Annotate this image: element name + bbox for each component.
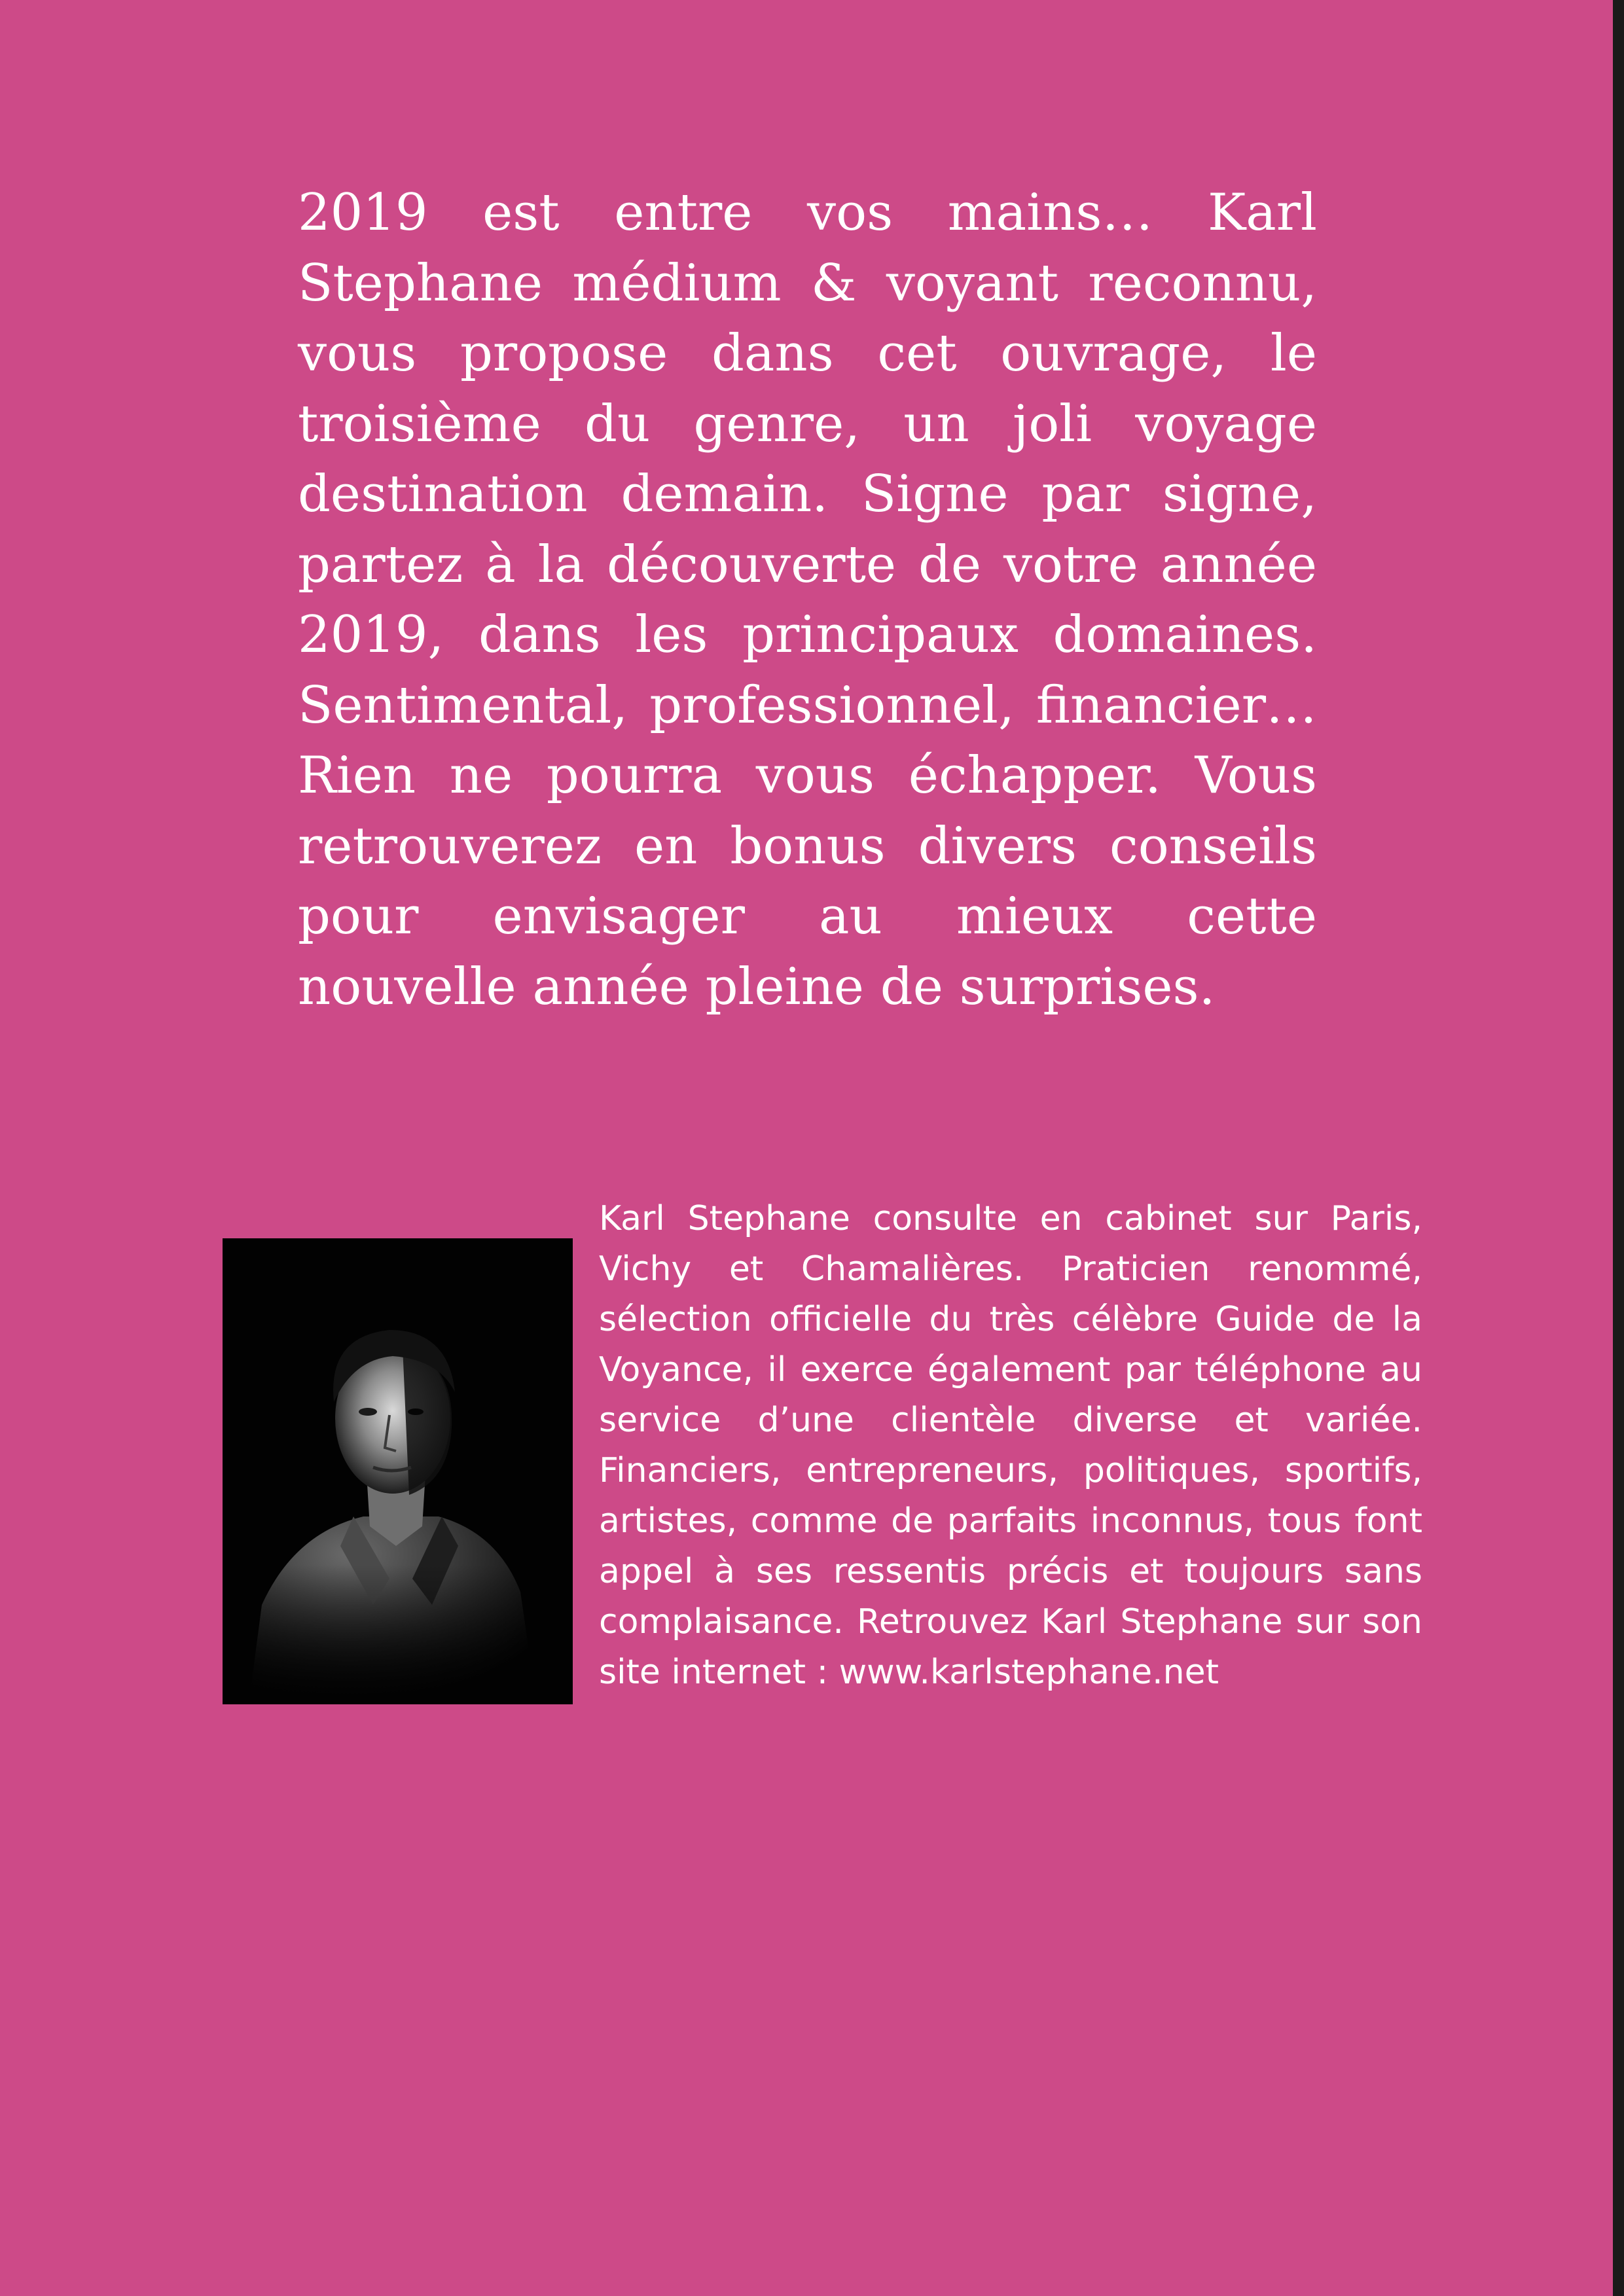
- page-edge: [1613, 0, 1624, 2296]
- author-portrait-icon: [223, 1238, 573, 1704]
- author-bio: Karl Stephane consulte en cabinet sur Paris, Vichy et Chamalières. Praticien renommé, sélection officielle du très célèbre Guide de la Voyance, il exerce également par téléphone au service d’une clientèle diverse et variée. Financiers, entrepreneurs, politiques, sportifs, artistes, comme de parfaits inconnus, tous font appel à ses ressentis précis et toujours sans complaisance. Retrouvez Karl Stephane sur son site internet : www.karlstephane.net: [599, 1199, 1422, 1692]
- author-photo: [223, 1238, 573, 1704]
- book-blurb: 2019 est entre vos mains… Karl Stephane médium & voyant reconnu, vous propose dans cet ouvrage, le troisième du genre, un joli voyage destination demain. Signe par signe, partez à la découverte de votre année 2019, dans les principaux domaines. Sentimental, professionnel, financier… Rien ne pourra vous échapper. Vous retrouverez en bonus divers conseils pour envisager au mieux cette nouvelle année pleine de surprises.: [298, 183, 1317, 1016]
